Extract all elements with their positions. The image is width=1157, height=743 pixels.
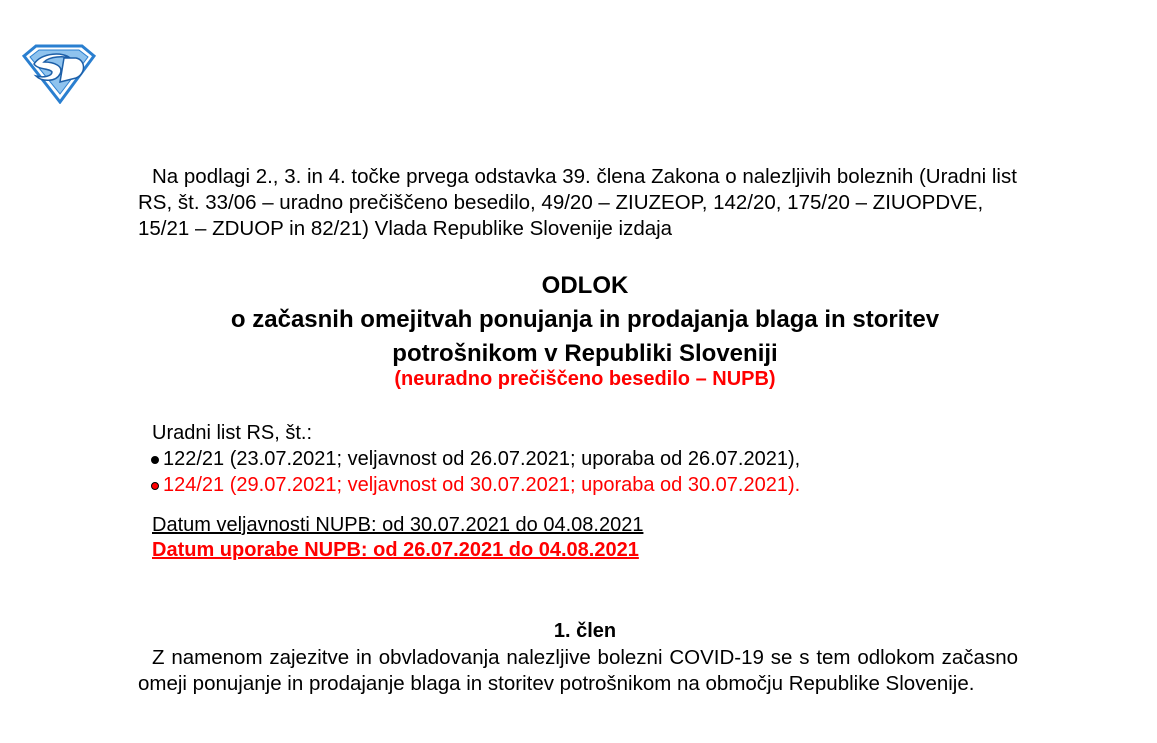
gazette-heading: Uradni list RS, št.: [152,422,313,444]
intro-paragraph: Na podlagi 2., 3. in 4. točke prvega odstavka 39. člena Zakona o nalezljivih boleznih (Uradni list RS, št. 33/06 – uradno prečiščeno besedilo, 49/20 – ZIUZEOP, 142/20, 175/20 – ZIUOPDVE, 15/21 – ZDUOP in 82/21) Vlada Republike Slovenije izdaja [138,165,1017,240]
decree-subtitle-line2: potrošnikom v Republiki Sloveniji [392,340,778,367]
validity-date: Datum veljavnosti NUPB: od 30.07.2021 do 04.08.2021 [152,514,644,536]
sd-logo-icon [20,44,98,104]
gazette-item: 122/21 (23.07.2021; veljavnost od 26.07.2021; uporaba od 26.07.2021), [152,448,800,471]
decree-title: ODLOK [541,272,629,299]
article-heading: 1. člen [553,620,617,642]
decree-subtitle-line1: o začasnih omejitvah ponujanja in prodajanja blaga in storitev [230,306,940,333]
gazette-item: 124/21 (29.07.2021; veljavnost od 30.07.2021; uporaba od 30.07.2021). [152,474,800,497]
article-body: Z namenom zajezitve in obvladovanja nalezljive bolezni COVID-19 se s tem odlokom začasno omeji ponujanje in prodajanje blaga in storitev potrošnikom na območju Republike Slovenije. [138,646,1018,695]
nupb-note: (neuradno prečiščeno besedilo – NUPB) [394,368,776,390]
bullet-icon [151,482,159,490]
usage-date: Datum uporabe NUPB: od 26.07.2021 do 04.08.2021 [152,539,639,561]
bullet-icon [151,456,159,464]
